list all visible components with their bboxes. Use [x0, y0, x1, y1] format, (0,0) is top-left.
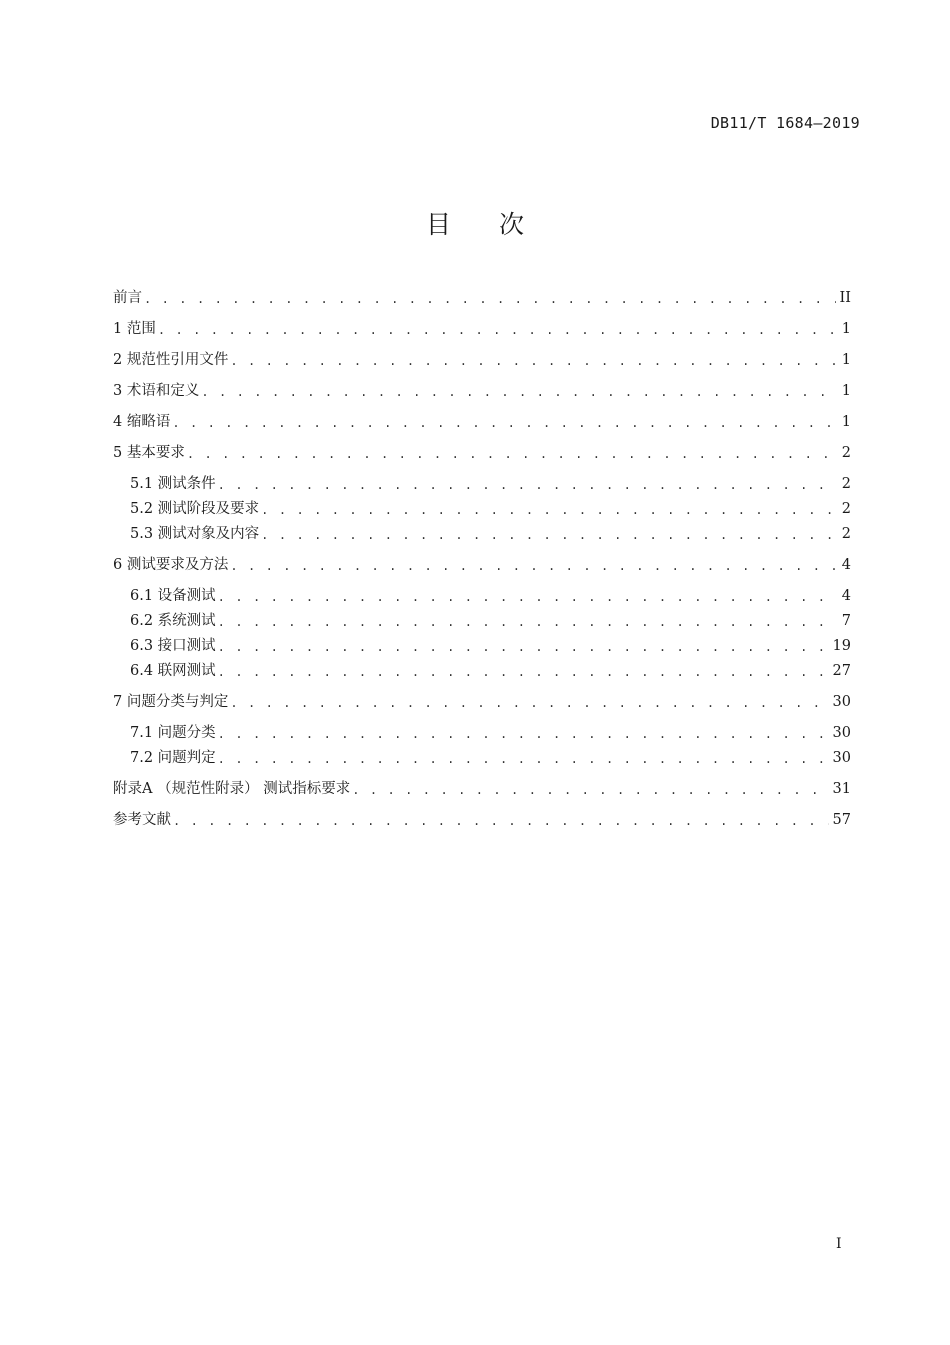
toc-entry-page: 2	[841, 501, 851, 517]
toc-entry-page: 4	[841, 588, 851, 604]
toc-entry-7-1[interactable]	[130, 723, 851, 743]
toc-leader-dots	[144, 290, 836, 308]
toc-entry-label: 前言	[113, 290, 142, 306]
toc-entry-page: 30	[832, 725, 851, 741]
toc-entry-page: 1	[841, 321, 851, 337]
toc-leader-dots	[218, 638, 829, 656]
toc-entry-label: 6 测试要求及方法	[113, 557, 229, 573]
toc-leader-dots	[218, 663, 829, 681]
toc-leader-dots	[230, 694, 828, 712]
toc-entry-2[interactable]	[113, 350, 851, 370]
toc-entry-label: 1 范围	[113, 321, 156, 337]
toc-entry-page: 4	[841, 557, 851, 573]
toc-entry-page: 2	[841, 526, 851, 542]
toc-entry-page: 31	[832, 781, 851, 797]
toc-leader-dots	[218, 750, 829, 768]
toc-entry-label: 5.2 测试阶段及要求	[130, 501, 260, 517]
toc-entry-label: 4 缩略语	[113, 414, 171, 430]
toc-entry-page: 1	[841, 352, 851, 368]
toc-entry-5-3[interactable]	[130, 524, 851, 544]
toc-entry-page: II	[839, 290, 851, 306]
toc-entry-page: 2	[841, 445, 851, 461]
toc-leader-dots	[230, 557, 837, 575]
toc-entry-6-1[interactable]	[130, 586, 851, 606]
toc-leader-dots	[230, 352, 837, 370]
toc-entry-page: 1	[841, 414, 851, 430]
toc-leader-dots	[187, 445, 838, 463]
toc-entry-6-3[interactable]	[130, 636, 851, 656]
toc-entry-page: 7	[841, 613, 851, 629]
toc-entry-appendix-a[interactable]	[113, 779, 851, 799]
toc-entry-7[interactable]	[113, 692, 851, 712]
toc-leader-dots	[218, 725, 829, 743]
toc-leader-dots	[352, 781, 828, 799]
toc-entry-page: 2	[841, 476, 851, 492]
toc-entry-label: 参考文献	[113, 812, 171, 828]
toc-entry-4[interactable]	[113, 412, 851, 432]
toc-entry-label: 6.3 接口测试	[130, 638, 216, 654]
toc-entry-label: 5.1 测试条件	[130, 476, 216, 492]
toc-entry-7-2[interactable]	[130, 748, 851, 768]
toc-leader-dots	[158, 321, 838, 339]
toc-entry-3[interactable]	[113, 381, 851, 401]
page-title: 目 次	[426, 210, 544, 239]
toc-leader-dots	[261, 501, 838, 519]
toc-entry-6-2[interactable]	[130, 611, 851, 631]
toc-leader-dots	[173, 812, 829, 830]
toc-entry-references[interactable]	[113, 810, 851, 830]
toc-leader-dots	[218, 476, 838, 494]
toc-entry-5[interactable]	[113, 443, 851, 463]
toc-entry-5-2[interactable]	[130, 499, 851, 519]
document-code: DB11/T 1684—2019	[710, 114, 860, 132]
toc-leader-dots	[218, 613, 838, 631]
toc-entry-page: 1	[841, 383, 851, 399]
toc-entry-label: 5.3 测试对象及内容	[130, 526, 260, 542]
toc-entry-label: 6.1 设备测试	[130, 588, 216, 604]
toc-entry-label: 5 基本要求	[113, 445, 185, 461]
toc-entry-page: 30	[832, 750, 851, 766]
toc-entry-label: 附录A （规范性附录） 测试指标要求	[113, 781, 351, 797]
toc-entry-label: 7 问题分类与判定	[113, 694, 229, 710]
toc-leader-dots	[261, 526, 838, 544]
toc-entry-page: 57	[832, 812, 851, 828]
toc-entry-5-1[interactable]	[130, 474, 851, 494]
toc-entry-page: 19	[832, 638, 851, 654]
toc-entry-label: 7.1 问题分类	[130, 725, 216, 741]
toc-entry-foreword[interactable]	[113, 288, 851, 308]
toc-entry-1[interactable]	[113, 319, 851, 339]
toc-leader-dots	[218, 588, 838, 606]
toc-leader-dots	[172, 414, 837, 432]
toc-entry-page: 27	[832, 663, 851, 679]
toc-leader-dots	[201, 383, 837, 401]
toc-entry-6[interactable]	[113, 555, 851, 575]
toc-entry-label: 6.2 系统测试	[130, 613, 216, 629]
toc-entry-label: 3 术语和定义	[113, 383, 200, 399]
toc-entry-page: 30	[832, 694, 851, 710]
toc-entry-label: 6.4 联网测试	[130, 663, 216, 679]
toc-entry-6-4[interactable]	[130, 661, 851, 681]
page-number: I	[836, 1236, 842, 1252]
toc-entry-label: 2 规范性引用文件	[113, 352, 229, 368]
toc-entry-label: 7.2 问题判定	[130, 750, 216, 766]
